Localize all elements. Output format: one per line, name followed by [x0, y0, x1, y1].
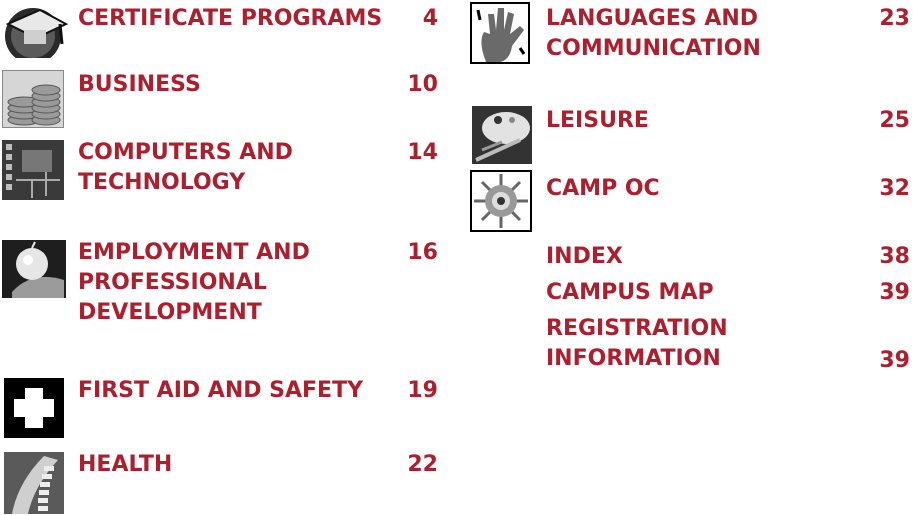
toc-page-number: 39: [879, 280, 910, 305]
toc-title: REGISTRATION INFORMATION: [546, 316, 728, 371]
toc-title: CAMPUS MAP: [546, 280, 714, 305]
toc-title: FIRST AID AND SAFETY: [78, 378, 364, 403]
handprint-icon: [470, 2, 530, 64]
apple-in-hand-icon: [2, 240, 66, 298]
toc-page-number: 39: [879, 348, 910, 373]
paint-palette-icon: [472, 106, 532, 164]
spine-icon: [4, 452, 64, 514]
toc-title: LEISURE: [546, 108, 649, 133]
circuit-board-icon: [2, 140, 64, 200]
toc-page-number: 10: [407, 72, 438, 97]
toc-title: EMPLOYMENT AND PROFESSIONAL DEVELOPMENT: [78, 240, 310, 325]
graduation-cap-icon: [0, 0, 70, 58]
toc-title: COMPUTERS AND TECHNOLOGY: [78, 140, 293, 195]
toc-title: CAMP OC: [546, 176, 660, 201]
toc-title: BUSINESS: [78, 72, 201, 97]
toc-page-number: 22: [407, 452, 438, 477]
toc-page-number: 19: [407, 378, 438, 403]
toc-page-number: 38: [879, 244, 910, 269]
coin-stack-icon: [2, 70, 64, 128]
sun-icon: [470, 170, 532, 232]
toc-title: CERTIFICATE PROGRAMS: [78, 6, 383, 31]
toc-page-number: 23: [879, 6, 910, 31]
toc-title: HEALTH: [78, 452, 173, 477]
medical-cross-icon: [4, 378, 64, 438]
toc-title: LANGUAGES AND COMMUNICATION: [546, 6, 761, 61]
toc-page-number: 4: [422, 6, 438, 31]
toc-page-number: 14: [407, 140, 438, 165]
toc-page-number: 32: [879, 176, 910, 201]
toc-page-number: 25: [879, 108, 910, 133]
toc-page-number: 16: [407, 240, 438, 265]
toc-title: INDEX: [546, 244, 623, 269]
